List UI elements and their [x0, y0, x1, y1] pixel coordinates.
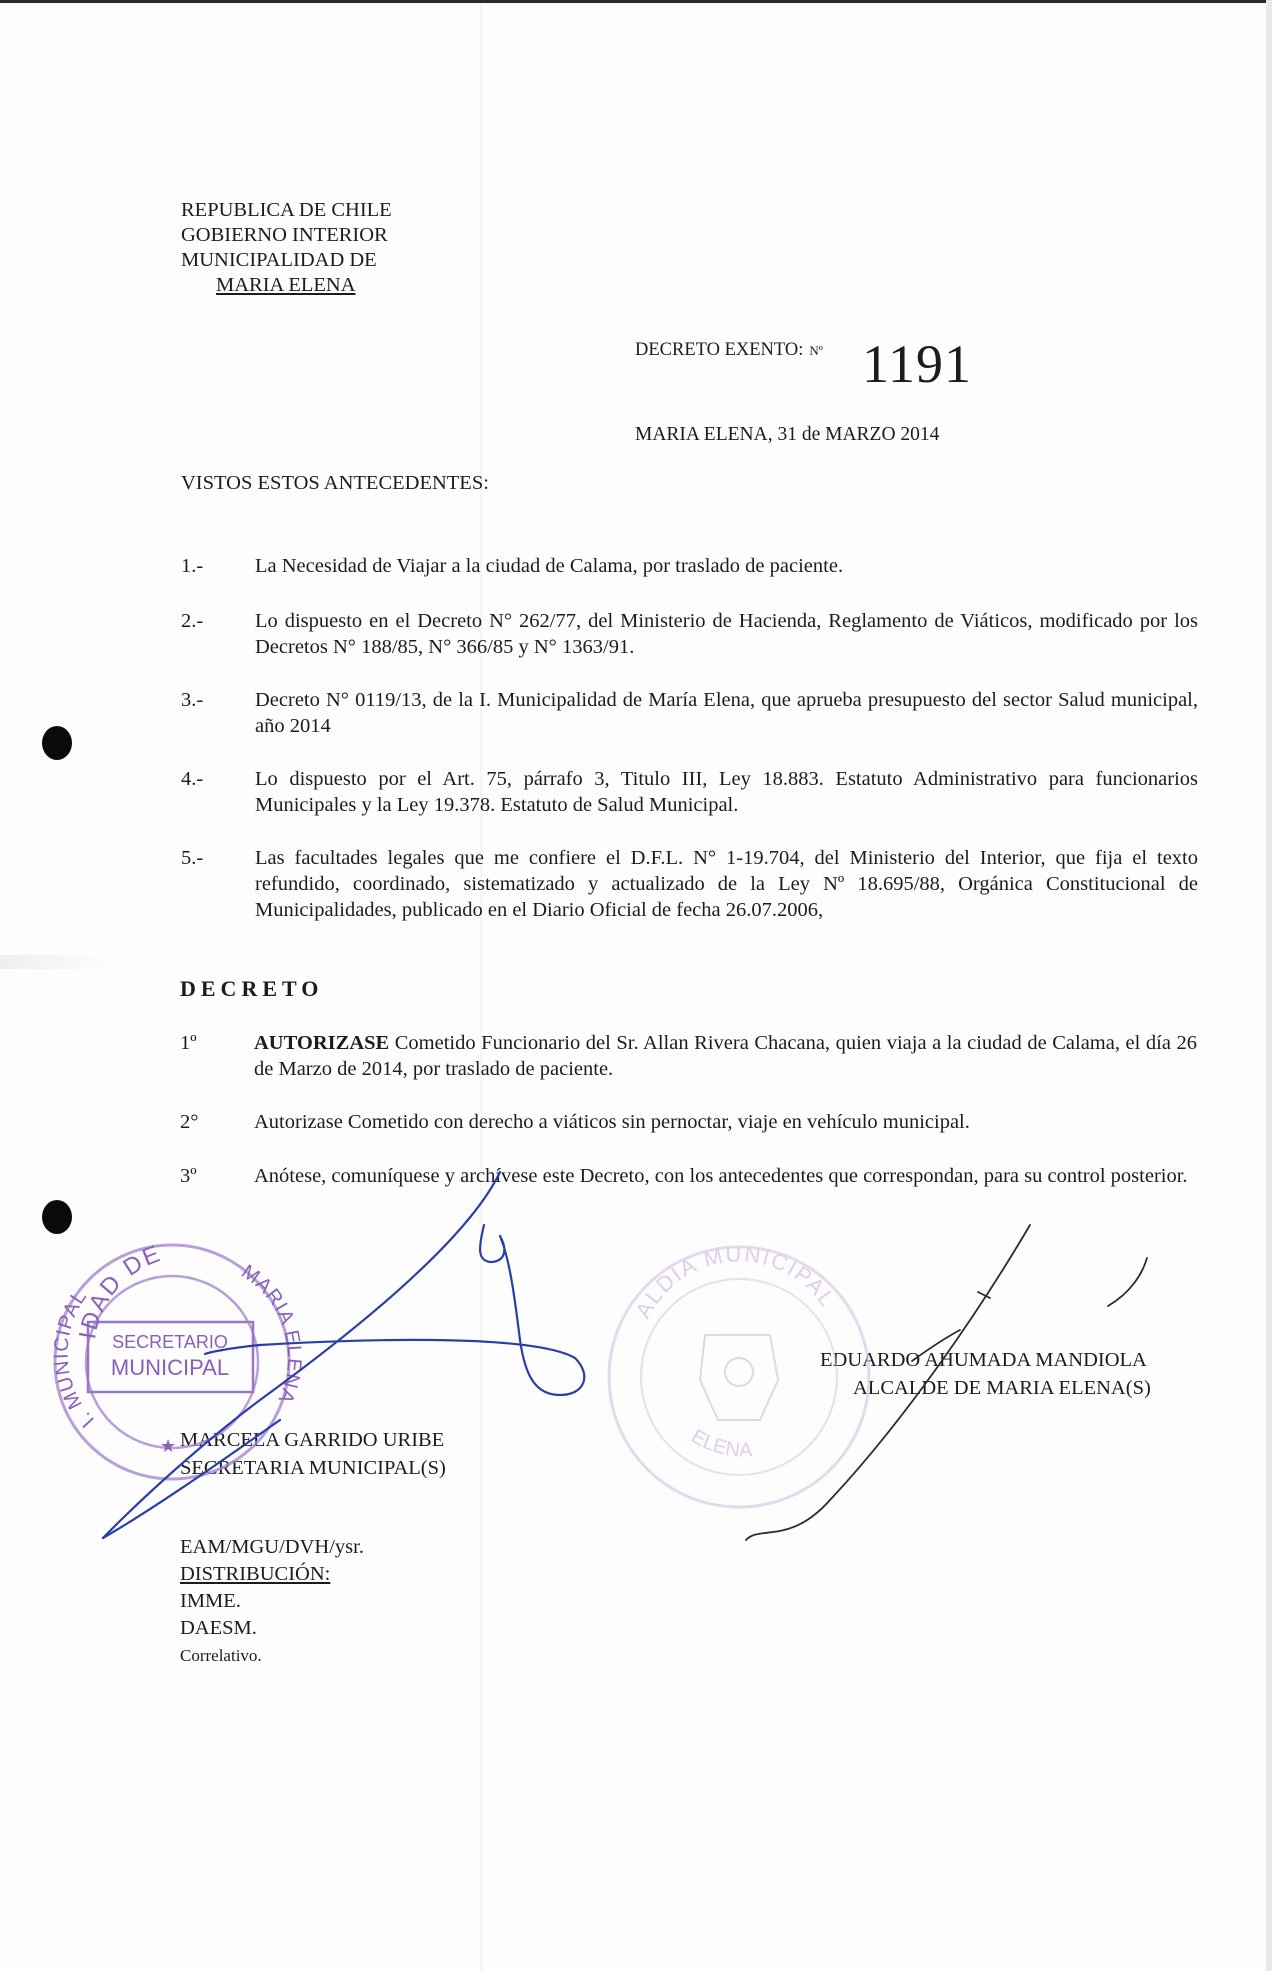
item-text: La Necesidad de Viajar a la ciudad de Calama, por traslado de paciente. [255, 555, 844, 577]
item-text: Cometido Funcionario del Sr. Allan Rivera Chacana, quien viaja a la ciudad de Calama, el día 26 de Marzo de 2014, por traslado de paciente. [254, 1032, 1197, 1080]
item-text: Lo dispuesto en el Decreto N° 262/77, del Ministerio de Hacienda, Reglamento de Viáticos, modificado por los Decretos N° 188/85, N° 366/85 y N° 1363/91. [255, 610, 1198, 658]
item-number: 2° [180, 1111, 199, 1133]
distribution-label: DISTRIBUCIÓN: [180, 1563, 331, 1585]
mayor-seal [609, 1241, 869, 1507]
distribution-recipient: IMME. [180, 1590, 241, 1612]
vistos-heading: VISTOS ESTOS ANTECEDENTES: [181, 472, 489, 494]
item-number: 1.- [181, 555, 204, 577]
seal-inner-line-2: MUNICIPAL [110, 1355, 230, 1380]
seal-ring-top-text: ALDIA MUNICIPAL [630, 1241, 842, 1323]
letterhead-line-4: MARIA ELENA [216, 274, 356, 296]
seal-ring-left-text: I. MUNICIPAL [50, 1285, 99, 1432]
letterhead-line-1: REPUBLICA DE CHILE [181, 199, 392, 221]
coat-of-arms-icon [700, 1335, 778, 1420]
mayor-name: EDUARDO AHUMADA MANDIOLA [820, 1349, 1147, 1371]
seal-ring-top-text: IDAD DE [74, 1239, 166, 1342]
seal-ring-right-text: MARIA ELENA [237, 1260, 306, 1408]
item-number: 4.- [181, 768, 204, 790]
seal-ring-bottom-text: ELENA [687, 1425, 753, 1462]
distribution-recipient: DAESM. [180, 1617, 257, 1639]
decree-number-label: Nº [809, 343, 823, 358]
decree-type-label: DECRETO EXENTO: [635, 340, 804, 360]
seal-star-icon: ★ [160, 1436, 177, 1457]
distribution-note: Correlativo. [180, 1646, 262, 1665]
item-text: Las facultades legales que me confiere el D.F.L. N° 1-19.704, del Ministerio del Interior, que fija el texto refundido, coordinado, sistematizado y actualizado de la Ley Nº 18.695/88, Orgánica Constitucional de Municipalidades, publicado en el Diario Oficial de fecha 26.07.2006, [255, 847, 1198, 921]
initials: EAM/MGU/DVH/ysr. [180, 1536, 364, 1558]
item-text: Lo dispuesto por el Art. 75, párrafo 3, Titulo III, Ley 18.883. Estatuto Administrativo para funcionarios Municipales y la Ley 19.378. Estatuto de Salud Municipal. [255, 768, 1198, 816]
letterhead-line-2: GOBIERNO INTERIOR [181, 224, 388, 246]
secretary-name: MARCELA GARRIDO URIBE [180, 1429, 445, 1451]
item-text: Decreto N° 0119/13, de la I. Municipalidad de María Elena, que aprueba presupuesto del sector Salud municipal, año 2014 [255, 689, 1198, 737]
item-text: Autorizase Cometido con derecho a viáticos sin pernoctar, viaje en vehículo municipal. [254, 1111, 970, 1133]
coat-of-arms-detail [725, 1358, 753, 1386]
secretary-title: SECRETARIA MUNICIPAL(S) [180, 1457, 446, 1479]
item-text: Anótese, comuníquese y archívese este Decreto, con los antecedentes que correspondan, para su control posterior. [254, 1165, 1188, 1187]
place-date: MARIA ELENA, 31 de MARZO 2014 [635, 424, 940, 445]
decreto-heading: DECRETO [180, 976, 324, 1001]
letterhead-line-3: MUNICIPALIDAD DE [181, 249, 377, 271]
item-number: 3.- [181, 689, 204, 711]
mayor-title: ALCALDE DE MARIA ELENA(S) [853, 1377, 1151, 1399]
decree-number: 1191 [862, 334, 972, 394]
item-number: 3º [180, 1165, 197, 1187]
item-number: 5.- [181, 847, 204, 869]
item-number: 1º [180, 1032, 197, 1054]
secretary-seal [50, 1240, 305, 1479]
seal-inner-line-1: SECRETARIO [112, 1332, 228, 1352]
item-number: 2.- [181, 610, 204, 632]
item-bold-text: AUTORIZASE [254, 1032, 390, 1054]
